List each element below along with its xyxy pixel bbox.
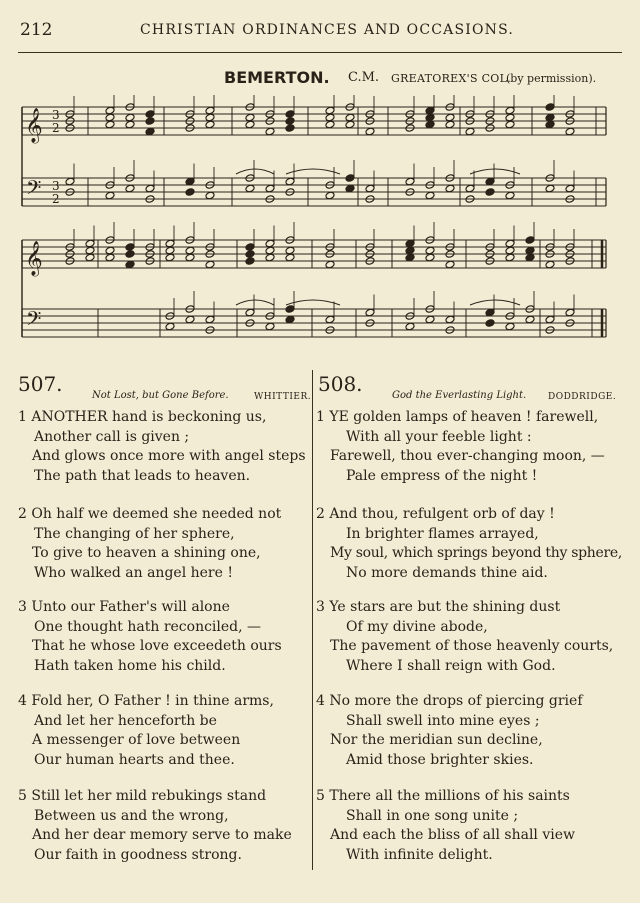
note-head <box>285 124 295 133</box>
note-head <box>245 257 255 266</box>
note-head <box>125 243 135 252</box>
note-head <box>265 239 275 248</box>
hymn-508-verse-3 <box>316 598 613 676</box>
note-head <box>405 239 415 248</box>
note-head <box>545 260 555 269</box>
hymn-508-author: DODDRIDGE. <box>548 392 617 402</box>
note-head <box>505 120 515 129</box>
note-head <box>405 177 415 186</box>
slur <box>470 300 520 305</box>
verse-line: A messenger of love between <box>32 732 241 748</box>
note-head <box>525 315 535 324</box>
bass-clef: 𝄢 <box>26 307 42 335</box>
verse-line: One thought hath reconciled, — <box>34 618 262 635</box>
note-head <box>245 184 255 193</box>
verse-line: With infinite delight. <box>346 846 493 863</box>
note-head <box>505 106 515 115</box>
note-head <box>325 315 335 324</box>
note-head <box>205 315 215 324</box>
note-head <box>445 184 455 193</box>
note-head <box>545 120 555 129</box>
hymn-507-verse-1 <box>18 408 306 486</box>
verse-line: In brighter flames arrayed, <box>346 525 539 542</box>
verse-line: That he whose love exceedeth ours <box>32 638 282 654</box>
note-head <box>545 103 555 112</box>
verse-line: Nor the meridian sun decline, <box>330 732 543 748</box>
note-head <box>405 253 415 262</box>
verse-line: Hath taken home his child. <box>34 657 226 674</box>
hymn-507-verse-2 <box>18 505 281 583</box>
verse-line: And her dear memory serve to make <box>32 827 292 843</box>
tune-permission: (by permission). <box>506 72 597 85</box>
note-head <box>545 184 555 193</box>
note-head <box>125 120 135 129</box>
note-head <box>165 322 175 331</box>
verse-line: No more demands thine aid. <box>346 564 548 581</box>
verse-line: And let her henceforth be <box>34 712 217 729</box>
note-head <box>545 113 555 122</box>
note-head <box>85 246 95 255</box>
note-head <box>185 188 195 197</box>
note-head <box>125 184 135 193</box>
verse-line: Our faith in goodness strong. <box>34 846 242 863</box>
note-head <box>145 110 155 119</box>
note-head <box>165 239 175 248</box>
note-head <box>425 191 435 200</box>
note-head <box>145 127 155 136</box>
note-head <box>145 184 155 193</box>
time-signature: 3 <box>52 108 60 122</box>
note-head <box>285 117 295 126</box>
note-head <box>445 260 455 269</box>
note-head <box>285 110 295 119</box>
verse-line: Of my divine abode, <box>346 618 488 635</box>
page-number: 212 <box>20 20 53 40</box>
hymn-507-number: 507. <box>18 372 63 396</box>
note-head <box>205 120 215 129</box>
verse-line: The changing of her sphere, <box>34 525 235 542</box>
slur <box>470 169 520 174</box>
note-head <box>285 253 295 262</box>
verse-line: 5 There all the millions of his saints <box>316 788 570 804</box>
note-head <box>105 191 115 200</box>
note-head <box>245 120 255 129</box>
verse-line: 3 Ye stars are but the shining dust <box>316 599 561 615</box>
note-head <box>425 113 435 122</box>
note-head <box>325 113 335 122</box>
note-head <box>345 174 355 183</box>
note-head <box>505 239 515 248</box>
verse-line: 5 Still let her mild rebukings stand <box>18 788 267 804</box>
hymn-508-title: God the Everlasting Light. <box>392 390 527 401</box>
verse-line: 1 ANOTHER hand is beckoning us, <box>18 409 267 425</box>
music-score <box>0 95 640 355</box>
slur <box>236 300 274 305</box>
treble-clef: 𝄞 <box>25 108 43 143</box>
time-signature: 2 <box>52 121 60 135</box>
bass-clef: 𝄢 <box>26 176 42 204</box>
note-head <box>185 315 195 324</box>
note-head <box>525 246 535 255</box>
note-head <box>445 315 455 324</box>
note-head <box>165 246 175 255</box>
note-head <box>165 253 175 262</box>
note-head <box>125 113 135 122</box>
verse-line: Where I shall reign with God. <box>346 657 556 674</box>
note-head <box>345 184 355 193</box>
note-head <box>325 191 335 200</box>
note-head <box>65 177 75 186</box>
verse-line: Shall swell into mine eyes ; <box>346 712 540 729</box>
note-head <box>105 246 115 255</box>
note-head <box>445 113 455 122</box>
note-head <box>525 253 535 262</box>
verse-line: Who walked an angel here ! <box>34 564 233 581</box>
verse-line: 4 No more the drops of piercing grief <box>316 693 583 709</box>
note-head <box>465 127 475 136</box>
verse-line: With all your feeble light : <box>346 428 532 445</box>
verse-line: The path that leads to heaven. <box>34 467 251 484</box>
hymn-507-title: Not Lost, but Gone Before. <box>92 390 229 401</box>
treble-clef: 𝄞 <box>25 241 43 276</box>
note-head <box>565 184 575 193</box>
note-head <box>365 184 375 193</box>
note-head <box>245 250 255 259</box>
verse-line: 4 Fold her, O Father ! in thine arms, <box>18 693 274 709</box>
hymn-508-verse-1 <box>316 408 605 486</box>
note-head <box>265 253 275 262</box>
verse-line: Pale empress of the night ! <box>346 467 538 484</box>
verse-line: 2 And thou, refulgent orb of day ! <box>316 506 555 522</box>
note-head <box>245 308 255 317</box>
note-head <box>185 177 195 186</box>
note-head <box>205 191 215 200</box>
note-head <box>365 127 375 136</box>
hymn-508-number: 508. <box>318 372 363 396</box>
note-head <box>325 106 335 115</box>
hymn-507-verse-4 <box>18 692 274 770</box>
tune-name: BEMERTON. <box>224 68 330 87</box>
verse-line: Our human hearts and thee. <box>34 751 235 768</box>
note-head <box>285 315 295 324</box>
note-head <box>265 184 275 193</box>
verse-line: And glows once more with angel steps <box>32 448 306 464</box>
note-head <box>505 253 515 262</box>
note-head <box>485 177 495 186</box>
note-head <box>425 253 435 262</box>
note-head <box>425 246 435 255</box>
note-head <box>425 120 435 129</box>
verse-line: 2 Oh half we deemed she needed not <box>18 506 282 522</box>
hymn-508-verse-5 <box>316 787 575 865</box>
note-head <box>245 243 255 252</box>
note-head <box>485 319 495 328</box>
note-head <box>205 113 215 122</box>
header-rule <box>18 52 622 53</box>
verse-line: Another call is given ; <box>34 428 190 445</box>
note-head <box>265 127 275 136</box>
note-head <box>105 106 115 115</box>
note-head <box>405 322 415 331</box>
verse-line: To give to heaven a shining one, <box>32 545 261 561</box>
note-head <box>185 253 195 262</box>
note-head <box>465 184 475 193</box>
note-head <box>105 120 115 129</box>
tune-meter: C.M. <box>348 70 380 85</box>
note-head <box>205 106 215 115</box>
note-head <box>105 253 115 262</box>
note-head <box>545 315 555 324</box>
note-head <box>505 322 515 331</box>
note-head <box>505 246 515 255</box>
note-head <box>85 239 95 248</box>
note-head <box>505 191 515 200</box>
note-head <box>345 120 355 129</box>
note-head <box>485 188 495 197</box>
hymn-507-verse-3 <box>18 598 282 676</box>
note-head <box>425 315 435 324</box>
note-head <box>245 113 255 122</box>
verse-line: My soul, which springs beyond thy sphere, <box>330 545 623 561</box>
note-head <box>565 127 575 136</box>
note-head <box>425 106 435 115</box>
hymn-507-author: WHITTIER. <box>254 392 312 402</box>
verse-line: Farewell, thou ever-changing moon, — <box>330 448 605 464</box>
running-title: CHRISTIAN ORDINANCES AND OCCASIONS. <box>140 22 515 38</box>
note-head <box>145 117 155 126</box>
note-head <box>325 120 335 129</box>
note-head <box>85 253 95 262</box>
note-head <box>125 260 135 269</box>
note-head <box>265 246 275 255</box>
note-head <box>505 113 515 122</box>
note-head <box>285 177 295 186</box>
note-head <box>205 260 215 269</box>
note-head <box>285 305 295 314</box>
verse-line: Amid those brighter skies. <box>346 751 534 768</box>
note-head <box>445 120 455 129</box>
note-head <box>325 260 335 269</box>
tune-composer: GREATOREX'S COL. <box>391 72 512 85</box>
time-signature: 2 <box>52 192 60 206</box>
slur <box>236 169 274 174</box>
note-head <box>405 246 415 255</box>
verse-line: Shall in one song unite ; <box>346 807 519 824</box>
hymn-507-verse-5 <box>18 787 292 865</box>
note-head <box>485 308 495 317</box>
note-head <box>185 246 195 255</box>
note-head <box>265 322 275 331</box>
note-head <box>105 113 115 122</box>
time-signature: 3 <box>52 179 60 193</box>
verse-line: 3 Unto our Father's will alone <box>18 599 230 615</box>
note-head <box>285 246 295 255</box>
note-head <box>345 113 355 122</box>
hymn-508-verse-2 <box>316 505 622 583</box>
verse-line: Between us and the wrong, <box>34 807 229 824</box>
column-divider <box>312 370 313 870</box>
verse-line: 1 YE golden lamps of heaven ! farewell, <box>316 409 599 425</box>
note-head <box>525 236 535 245</box>
hymn-508-verse-4 <box>316 692 583 770</box>
note-head <box>565 308 575 317</box>
verse-line: The pavement of those heavenly courts, <box>330 638 614 654</box>
note-head <box>365 308 375 317</box>
note-head <box>125 250 135 259</box>
verse-line: And each the bliss of all shall view <box>330 827 576 843</box>
